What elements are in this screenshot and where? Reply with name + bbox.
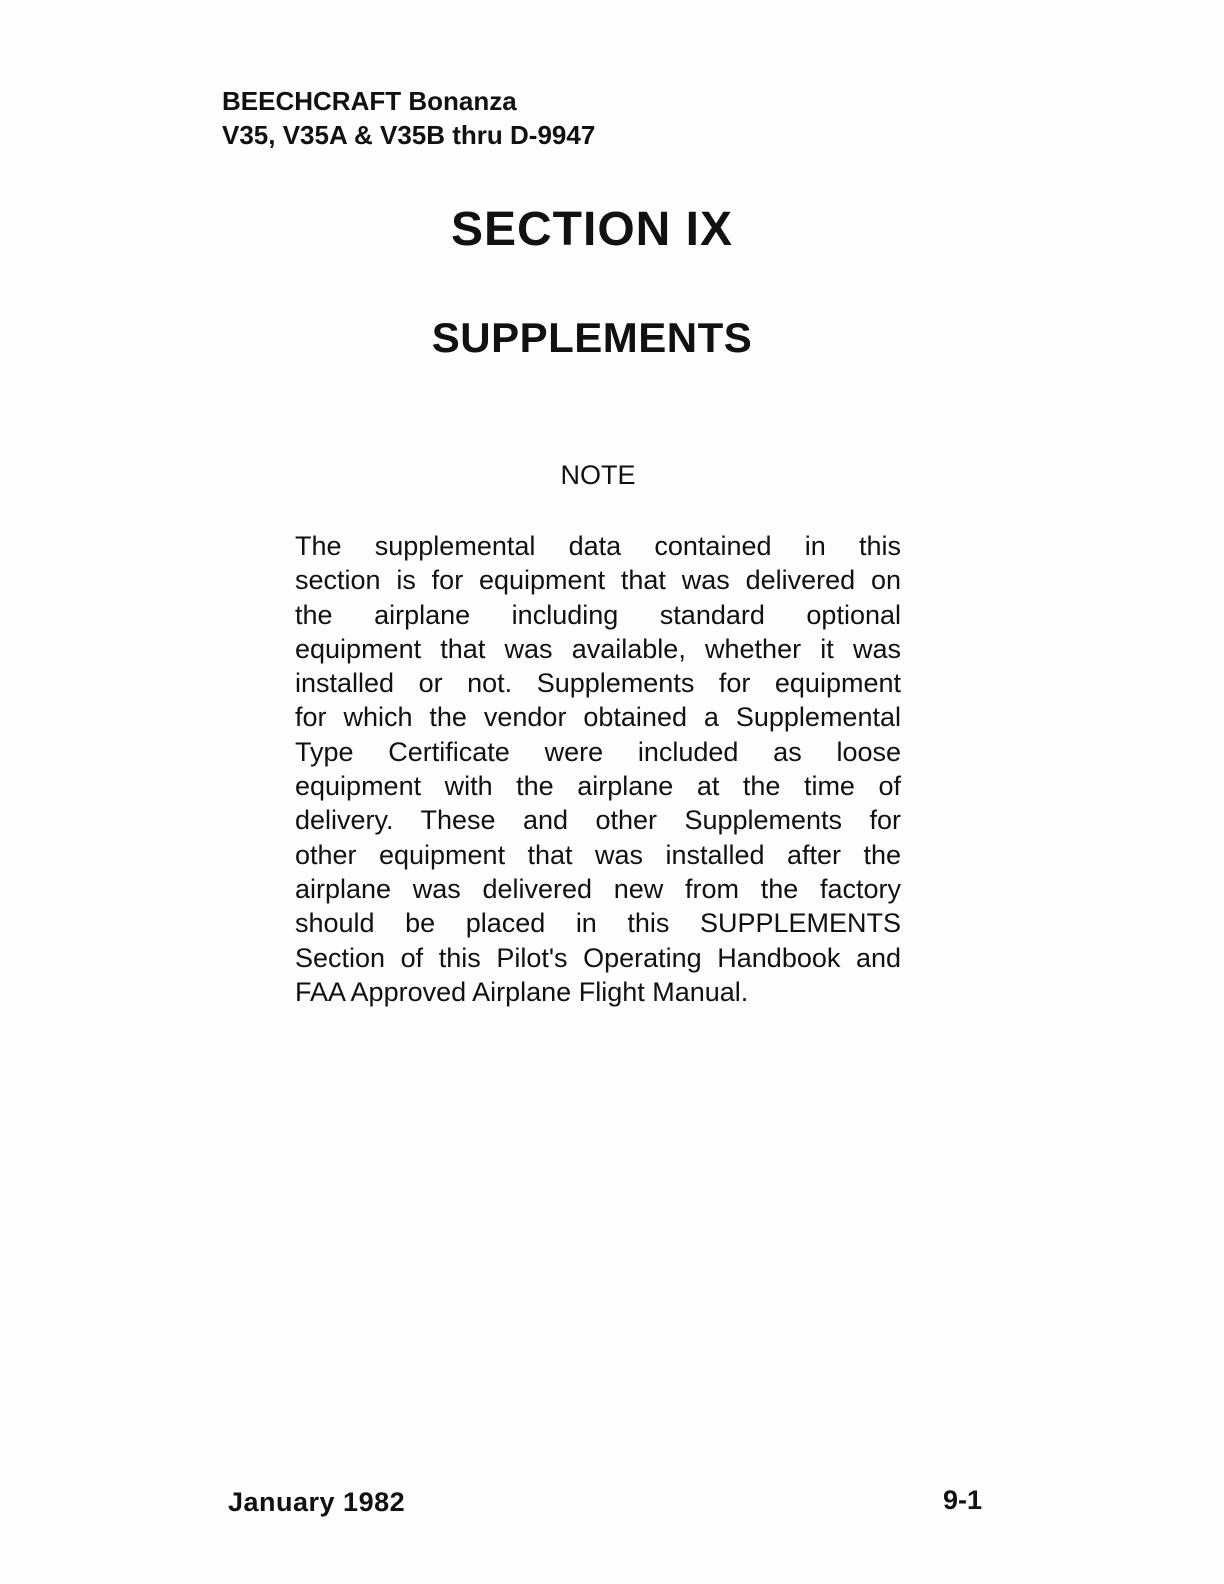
header-serial-line: V35, V35A & V35B thru D-9947 xyxy=(222,120,596,150)
note-line: equipment that was available, whether it was xyxy=(295,633,901,664)
note-line: FAA Approved Airplane Flight Manual. xyxy=(295,976,749,1007)
note-line: Section of this Pilot's Operating Handbook and xyxy=(295,942,901,973)
note-line: equipment with the airplane at the time of xyxy=(295,771,901,802)
page-header xyxy=(222,84,595,152)
note-line: delivery. These and other Supplements for xyxy=(295,805,901,836)
page-number: 9-1 xyxy=(942,1485,982,1515)
note-body xyxy=(295,529,901,1009)
footer-date: January 1982 xyxy=(228,1487,406,1517)
note-line: section is for equipment that was delivered on xyxy=(295,565,901,596)
note-line: The supplemental data contained in this xyxy=(295,531,901,561)
section-title: SECTION IX xyxy=(450,203,734,256)
note-line: airplane was delivered new from the factory xyxy=(295,873,901,904)
note-line: installed or not. Supplements for equipment xyxy=(295,668,901,699)
note-line: Type Certificate were included as loose xyxy=(295,736,901,767)
section-subtitle: SUPPLEMENTS xyxy=(431,314,753,361)
note-line: the airplane including standard optional xyxy=(295,599,901,630)
note-line: for which the vendor obtained a Supplemental xyxy=(295,702,901,733)
note-line: other equipment that was installed after the xyxy=(295,839,901,870)
note-heading: NOTE xyxy=(560,460,636,490)
note-line: should be placed in this SUPPLEMENTS xyxy=(295,908,901,939)
header-model-line: BEECHCRAFT Bonanza xyxy=(222,86,517,116)
